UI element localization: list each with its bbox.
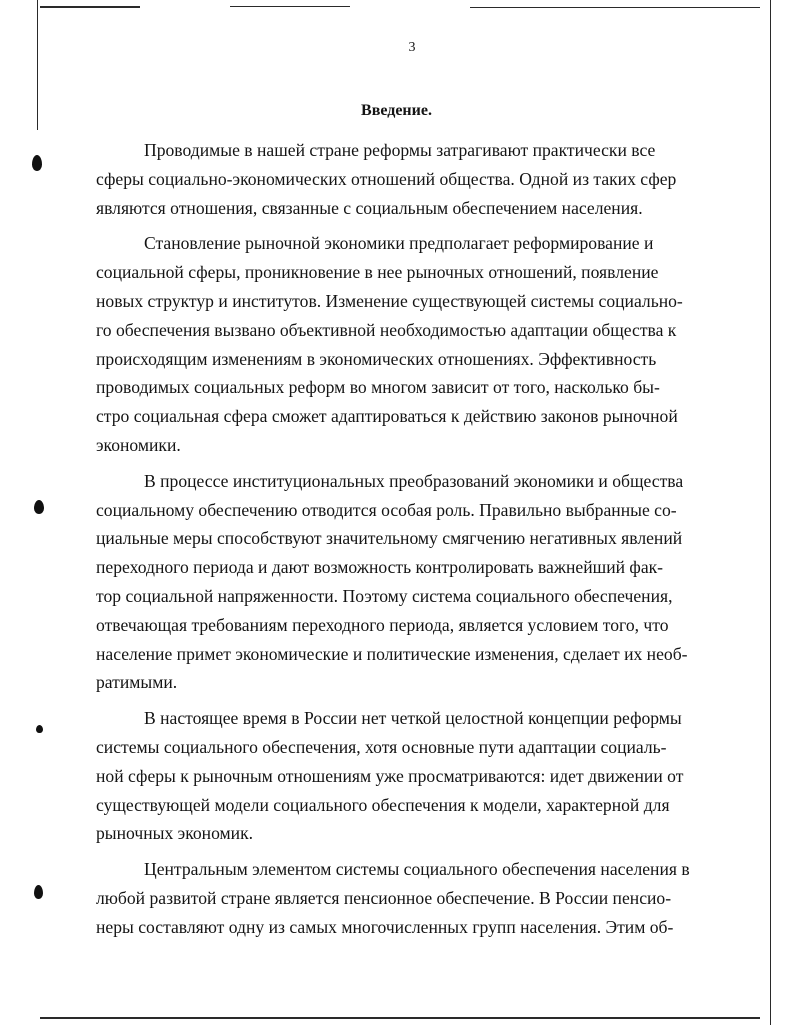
text-line: сферы социально-экономических отношений общества. Одной из таких сфер — [96, 168, 677, 189]
text-line: происходящим изменениям в экономических отношениях. Эффективность — [96, 348, 657, 369]
text-line: системы социального обеспечения, хотя основные пути адаптации социаль- — [96, 736, 667, 757]
section-heading: Введение. — [361, 102, 432, 119]
scan-edge-bottom — [40, 1017, 760, 1019]
text-line: социальному обеспечению отводится особая роль. Правильно выбранные со- — [96, 499, 677, 520]
text-line: любой развитой стране является пенсионное обеспечение. В России пенсио- — [96, 887, 672, 908]
text-line: проводимых социальных реформ во многом зависит от того, насколько бы- — [96, 377, 660, 398]
paragraph — [96, 467, 732, 697]
text-line: рыночных экономик. — [96, 823, 254, 844]
text-line: экономики. — [96, 434, 181, 455]
paragraph — [96, 229, 732, 459]
text-line: тор социальной напряженности. Поэтому система социального обеспечения, — [96, 585, 673, 606]
paragraph — [96, 704, 732, 848]
binder-hole-mark — [32, 155, 42, 171]
scan-edge-top — [230, 6, 350, 7]
page-number: 3 — [408, 40, 416, 55]
text-line: го обеспечения вызвано объективной необходимостью адаптации общества к — [96, 319, 677, 340]
text-line: переходного периода и дают возможность контролировать важнейший фак- — [96, 557, 664, 578]
scan-edge-top — [470, 7, 760, 8]
text-line: Становление рыночной экономики предполагает реформирование и — [144, 233, 654, 254]
text-line: циальные меры способствуют значительному смягчению негативных явлений — [96, 528, 683, 549]
text-line: Центральным элементом системы социального обеспечения населения в — [144, 859, 690, 880]
text-line: Проводимые в нашей стране реформы затрагивают практически все — [144, 140, 656, 160]
text-line: новых структур и институтов. Изменение существующей системы социально- — [96, 290, 683, 311]
binder-hole-mark — [36, 725, 43, 733]
text-line: являются отношения, связанные с социальным обеспечением населения. — [96, 197, 643, 218]
paragraph — [96, 136, 732, 222]
text-line: население примет экономические и политические изменения, сделает их необ- — [96, 643, 688, 664]
text-line: неры составляют одну из самых многочисленных групп населения. Этим об- — [96, 916, 674, 937]
binder-hole-mark — [34, 500, 44, 514]
paragraph — [96, 855, 732, 941]
scan-edge-top — [40, 6, 140, 8]
text-line: ной сферы к рыночным отношениям уже просматриваются: идет движении от — [96, 765, 684, 786]
body-text — [96, 136, 732, 949]
text-line: отвечающая требованиям переходного периода, является условием того, что — [96, 614, 669, 635]
text-line: существующей модели социального обеспечения к модели, характерной для — [96, 794, 670, 815]
text-line: стро социальная сфера сможет адаптироваться к действию законов рыночной — [96, 406, 678, 427]
binder-hole-mark — [34, 885, 43, 899]
text-line: В настоящее время в России нет четкой целостной концепции реформы — [144, 708, 682, 729]
text-line: социальной сферы, проникновение в нее рыночных отношений, появление — [96, 262, 659, 283]
text-line: В процессе институциональных преобразований экономики и общества — [144, 470, 684, 491]
scan-edge-right — [770, 0, 771, 1025]
text-line: ратимыми. — [96, 672, 178, 693]
